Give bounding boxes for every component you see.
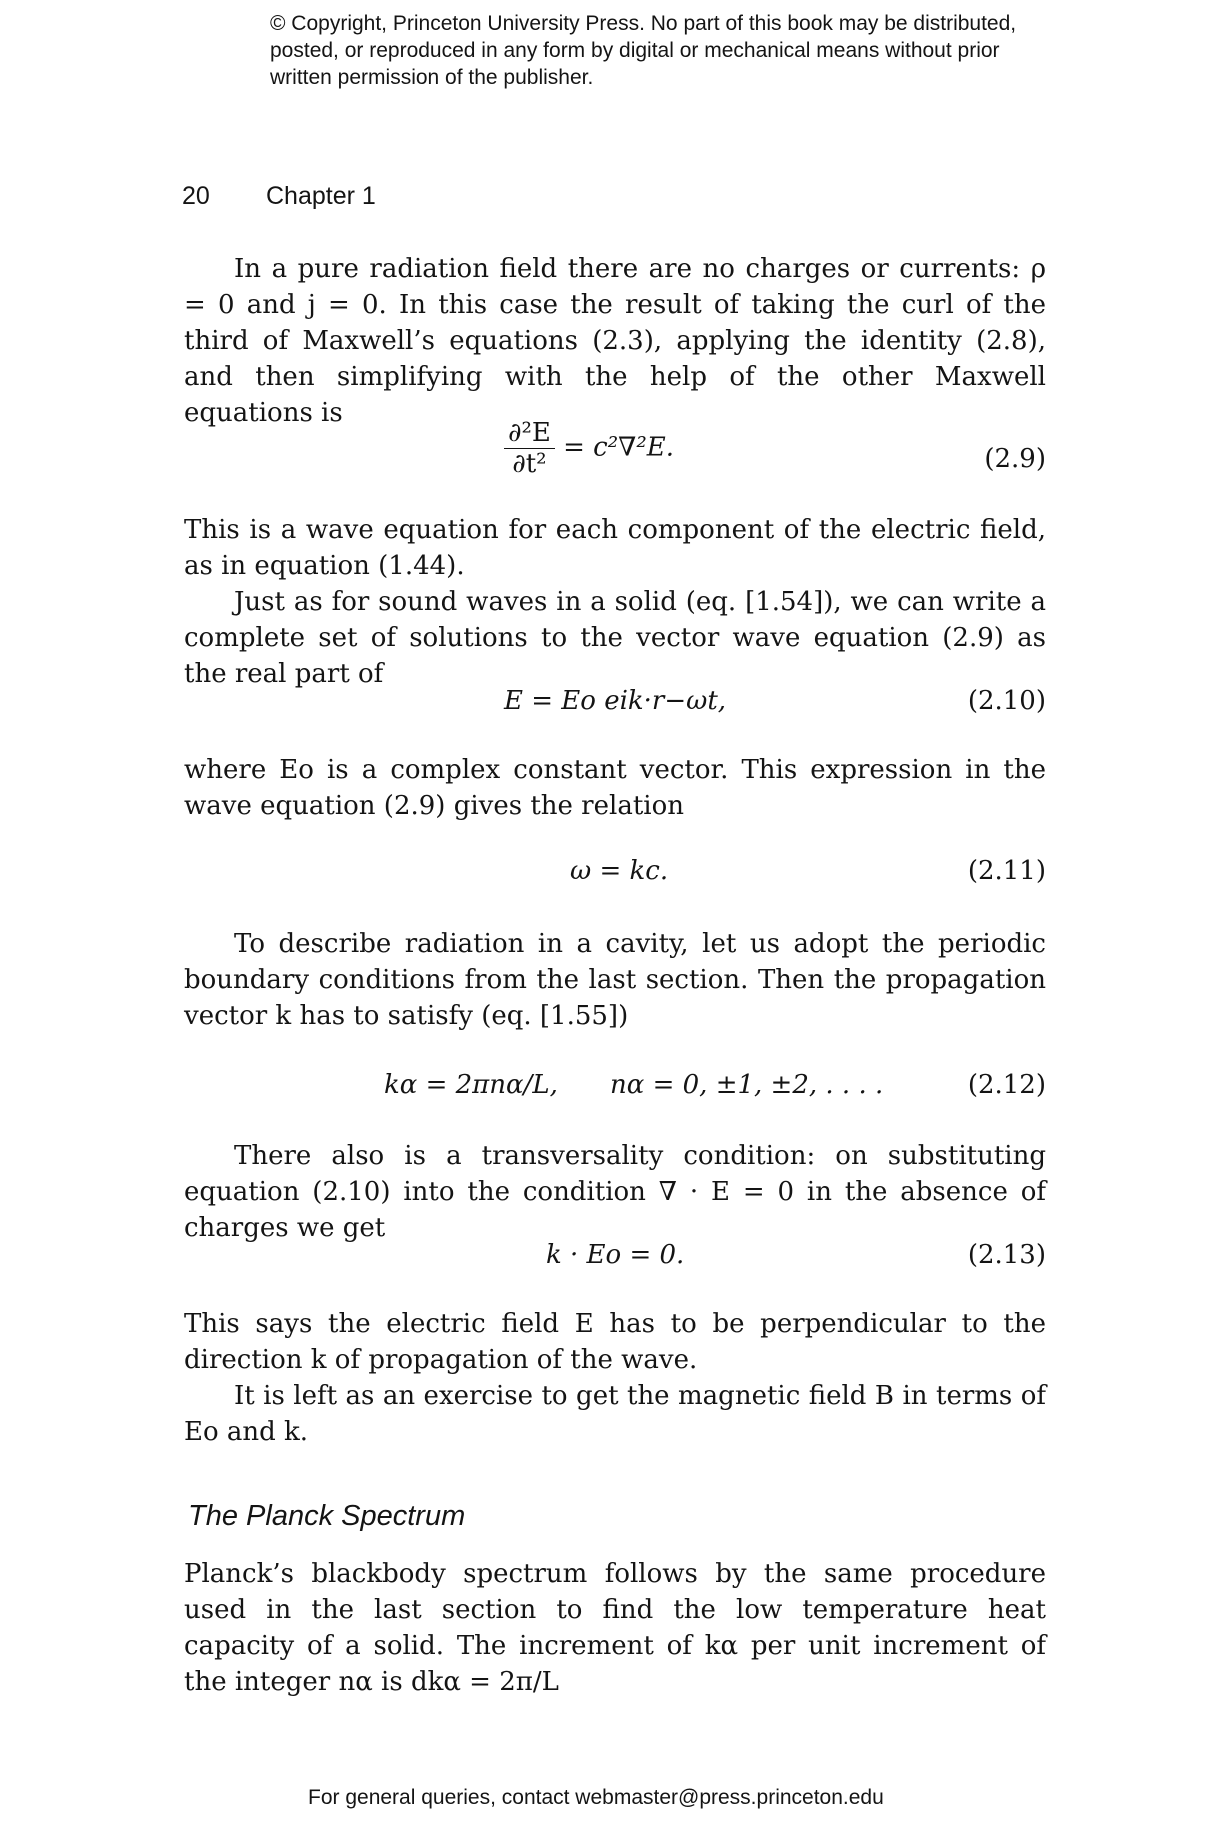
running-header (182, 182, 376, 211)
equation-2-9-numerator: ∂²E (504, 418, 555, 449)
equation-2-10 (184, 686, 1046, 736)
equation-2-9 (184, 418, 1046, 479)
paragraph-8: It is left as an exercise to get the magnetic field B in terms of Eo and k. (184, 1381, 1046, 1447)
chapter-label: Chapter 1 (266, 182, 376, 210)
equation-2-12-number: (2.12) (967, 1070, 1046, 1100)
paragraph-9: Planck’s blackbody spectrum follows by the same procedure used in the last section to find the low temperature heat capacity of a solid. The increment of kα per unit increment of the integer nα is dkα = 2π/L (184, 1559, 1046, 1697)
equation-2-11-expression: ω = kc. (570, 856, 669, 886)
copyright-notice: © Copyright, Princeton University Press. No part of this book may be distributed, posted, or reproduced in any form by digital or mechanical means without prior written permission of the publisher. (270, 12, 1017, 89)
equation-2-9-expression (504, 418, 674, 479)
paragraph-4: where Eo is a complex constant vector. This expression in the wave equation (2.9) gives the relation (184, 755, 1046, 821)
equation-2-10-number: (2.10) (967, 686, 1046, 716)
paragraph-2: This is a wave equation for each component of the electric field, as in equation (1.44). (184, 515, 1046, 581)
equation-2-12-left: kα = 2πnα/L, (384, 1070, 558, 1100)
equation-2-13 (184, 1240, 1046, 1290)
equation-2-13-number: (2.13) (967, 1240, 1046, 1270)
paragraph-5: To describe radiation in a cavity, let us adopt the periodic boundary conditions from the last section. Then the propagation vector k has to satisfy (eq. [1.55]) (184, 929, 1046, 1031)
equation-2-12-right: nα = 0, ±1, ±2, . . . . (610, 1070, 884, 1100)
equation-2-11 (184, 856, 1046, 906)
section-title: The Planck Spectrum (188, 1500, 466, 1532)
page-number: 20 (182, 182, 210, 210)
equation-2-9-rhs: = c²∇²E. (563, 432, 674, 463)
paragraph-3: Just as for sound waves in a solid (eq. [1.54]), we can write a complete set of solutions to the vector wave equation (2.9) as the real part of (184, 587, 1046, 689)
equation-2-12 (184, 1070, 1046, 1120)
equation-2-10-expression: E = Eo eik·r−ωt, (504, 686, 727, 716)
paragraph-1: In a pure radiation field there are no charges or currents: ρ = 0 and j = 0. In this case the result of taking the curl of the third of Maxwell’s equations (2.3), applying the identity (2.8), and then simplifying with the help of the other Maxwell equations is (184, 254, 1046, 428)
equation-2-13-expression: k · Eo = 0. (546, 1240, 685, 1270)
paragraph-7: This says the electric field E has to be perpendicular to the direction k of propagation of the wave. (184, 1309, 1046, 1375)
equation-2-9-number: (2.9) (984, 444, 1046, 474)
paragraph-6: There also is a transversality condition: on substituting equation (2.10) into the condition ∇ · E = 0 in the absence of charges we get (184, 1141, 1046, 1243)
equation-2-11-number: (2.11) (967, 856, 1046, 886)
footer-contact: For general queries, contact webmaster@press.princeton.edu (308, 1786, 884, 1809)
equation-2-9-denominator: ∂t² (512, 449, 547, 479)
equation-2-9-fraction (504, 418, 555, 479)
